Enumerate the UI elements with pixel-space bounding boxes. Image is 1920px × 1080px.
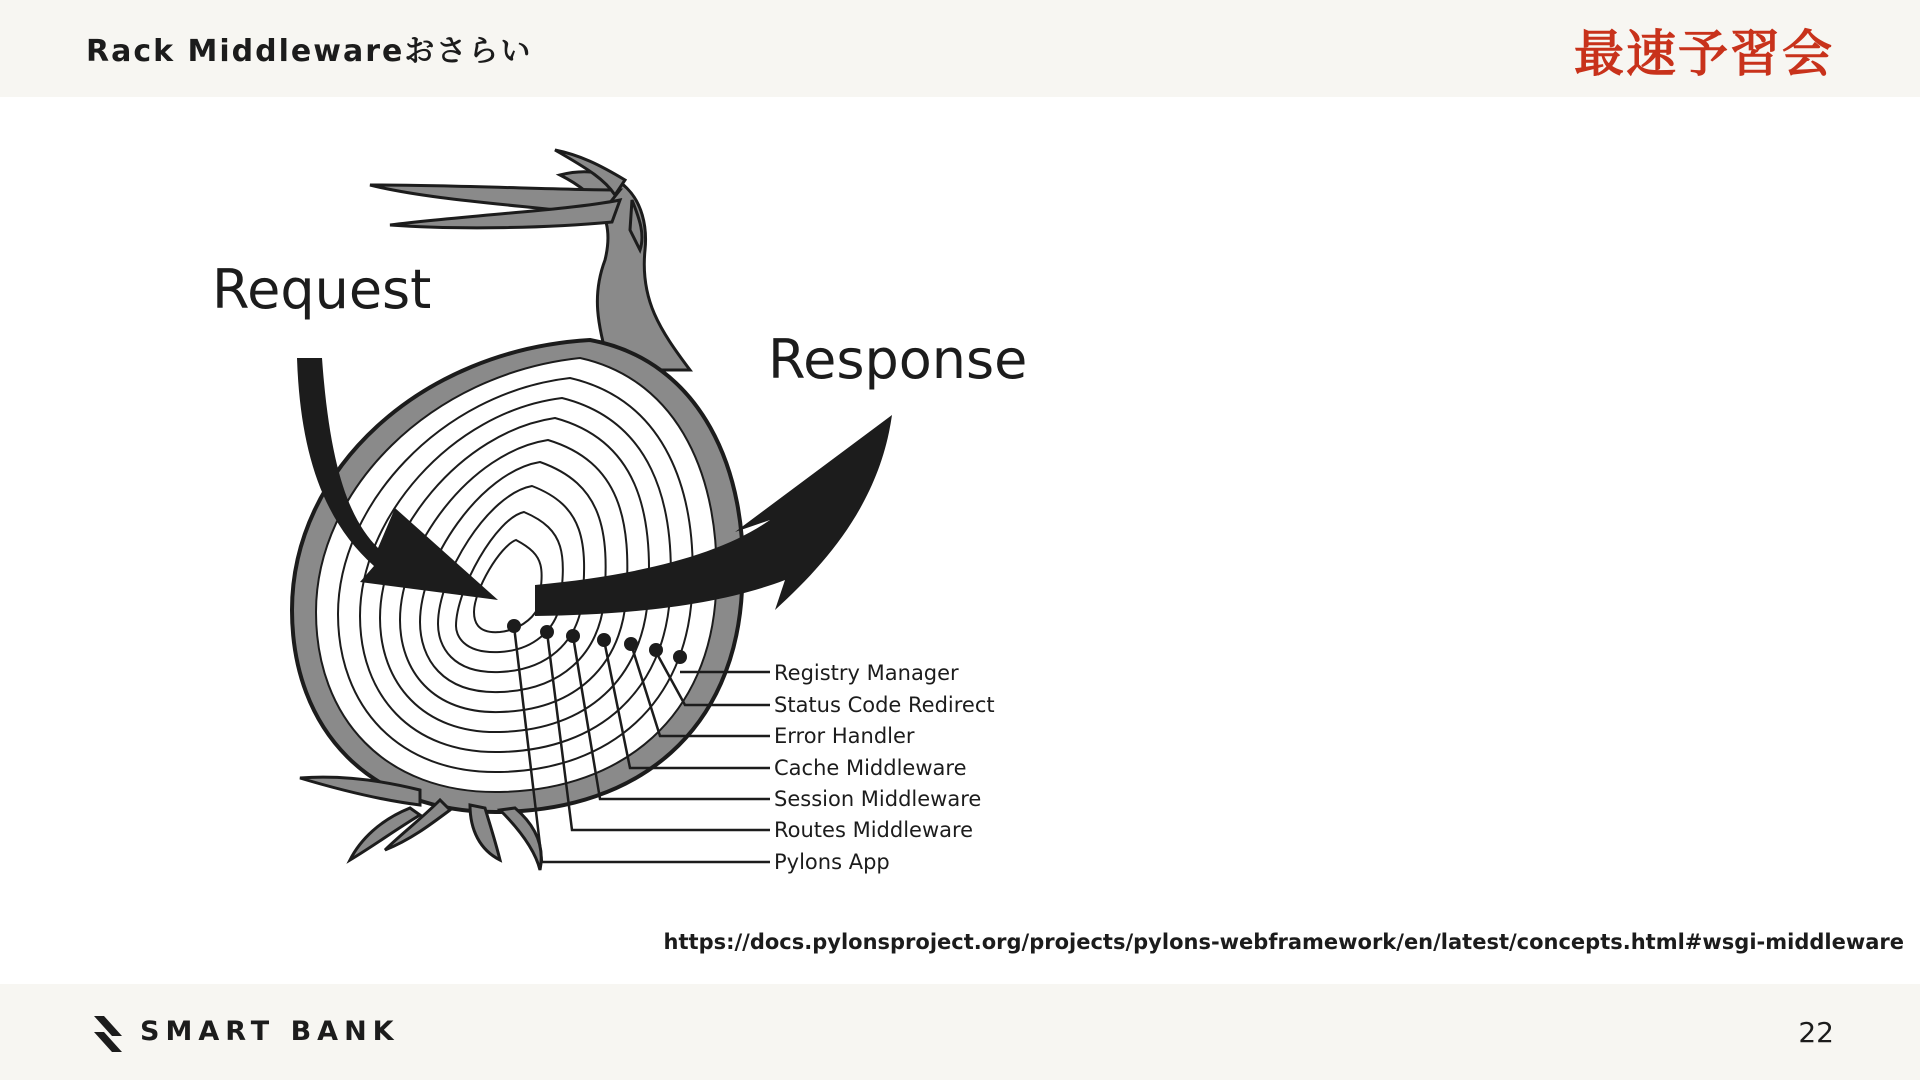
layer-label: Pylons App: [774, 850, 890, 874]
layer-label: Routes Middleware: [774, 818, 974, 842]
event-tag: 最速予習会: [1574, 25, 1834, 83]
layer-label: Cache Middleware: [774, 756, 967, 780]
request-label: Request: [212, 258, 432, 321]
response-label: Response: [768, 328, 1028, 391]
layer-label: Registry Manager: [774, 661, 959, 685]
page-number: 22: [1798, 1016, 1834, 1049]
source-url: https://docs.pylonsproject.org/projects/pylons-webframework/en/latest/concepts.html#wsgi-middleware: [663, 930, 1904, 954]
layer-labels: [774, 661, 995, 874]
layer-label: Status Code Redirect: [774, 693, 995, 717]
slide-title: Rack Middlewareおさらい: [86, 34, 533, 69]
layer-label: Error Handler: [774, 724, 915, 748]
onion-middleware-diagram: [0, 97, 1100, 897]
layer-label: Session Middleware: [774, 787, 982, 811]
logo-text: SMART BANK: [140, 1016, 400, 1047]
slide-header: [0, 0, 1920, 97]
smartbank-logo-icon: [90, 1012, 126, 1056]
